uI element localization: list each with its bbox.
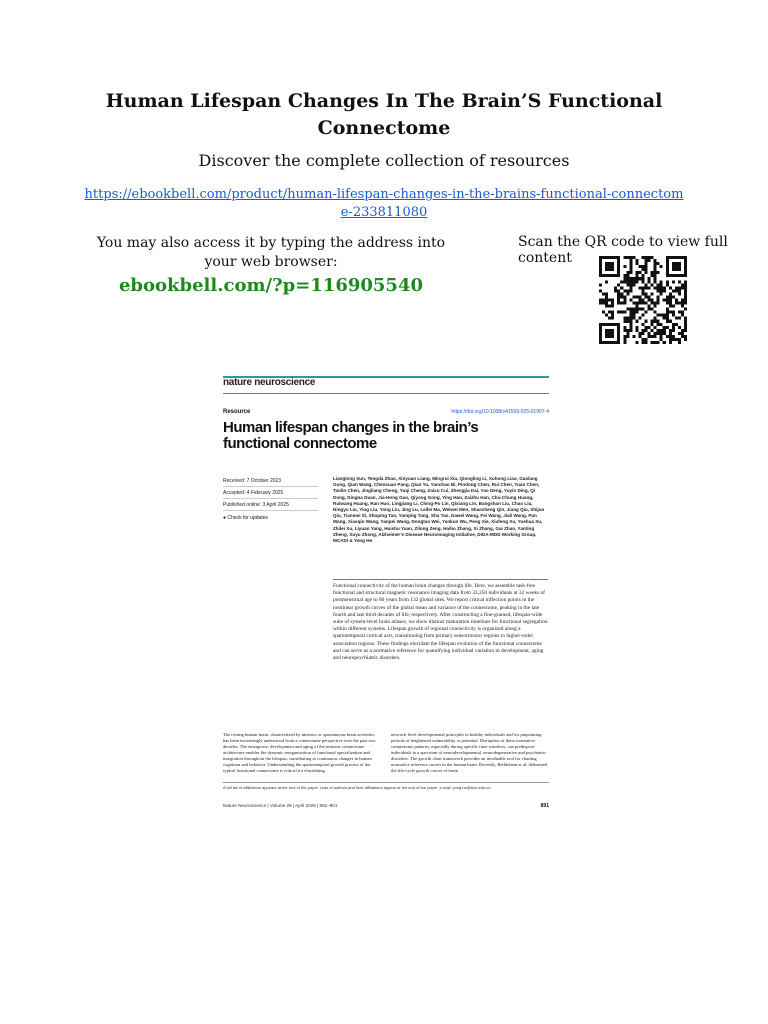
body-column-left: The resting human brain, characterized by intrinsic or spontaneous brain activities, has been increasingly understood from a connectome perspective over the past two decades. The emergence, development and aging of the intrinsic connectome architecture enables the dynamic reorganization of functional specialization and integration throughout the lifespan, contributing to continuous changes in human cognition and behavior. Understanding the spatiotemporal growth process of the typical functional connectome is critical for elucidating xyxy=(223,732,376,773)
author-list: Lianglong Sun, Tengda Zhao, Xinyuan Liang, Mingrui Xia, Qiongling Li, Xuhong Liao, Gaolang Gong, Qian Wang, Chenxuan Pang, Qian Yu, Yanchao Bi, Pindong Chen, Rui Chen, Yuan Chen, Taolin Chen, Jingliang Cheng, Yuqi Cheng, Zaixu Cui, Zhengjia Dai, Yao Deng, Yuyin Ding, Qi Dong, Dingna Duan, Jia-Hong Gao, Qiyong Gong, Ying Han, Zaizhu Han, Chu-Chung Huang, Ruiwang Huang, Ran Huo, Lingjiang Li, Ching-Po Lin, Qixiang Lin, Bangshan Liu, Chao Liu, Ningyu Liu, Ying Liu, Yong Liu, Jing Lu, Leilei Ma, Weiwei Men, Shaozheng Qin, Jiang Qiu, Shijun Qiu, Tianmei Si, Shuping Tan, Yanqing Tang, Sha Tao, Dawei Wang, Fei Wang, Jiali Wang, Pan Wang, Xiaoqin Wang, Yanpei Wang, Dongtao Wei, Yankun Wu, Peng Xie, Xiufeng Xu, Yuehua Xu, Zhilei Xu, Liyuan Yang, Huishu Yuan, Zilong Zeng, Haibo Zhang, Xi Zhang, Gai Zhao, Yanting Zheng, Suyu Zhong, Alzheimer’s Disease Neuroimaging Initiative, DIDA-MDD Working Group, MCADI & Yong He xyxy=(333,476,545,544)
article-title: Human lifespan changes in the brain’s functional connectome xyxy=(223,419,479,452)
qr-code-icon[interactable] xyxy=(599,256,687,344)
divider xyxy=(223,510,318,511)
divider xyxy=(223,498,318,499)
abstract: Functional connectivity of the human brain changes through life. Here, we assemble task-free functional and structural magnetic resonance imaging data from 33,250 individuals at 32 weeks of postmenstrual age to 80 years from 132 global sites. We report critical inflection points in the nonlinear growth curves of the global mean and variance of the connectome, peaking in the late fourth and late third decades of life, respectively. After constructing a fine-grained, lifespan-wide suite of system-level brain atlases, we show distinct maturation timelines for functional segregation within different systems. Lifespan growth of regional connectivity is organized along a spatiotemporal cortical axis, transitioning from primary sensorimotor regions to higher-order association regions. These findings elucidate the lifespan evolution of the functional connectome and can serve as a normative reference for quantifying individual variation in development, aging and neuropsychiatric disorders. xyxy=(333,583,548,662)
page-number: 891 xyxy=(540,803,549,809)
article-type: Resource xyxy=(223,409,251,415)
qr-label: Scan the QR code to view full content xyxy=(518,234,728,266)
received-date: Received: 7 October 2023 xyxy=(223,478,282,484)
footnote: A full list of affiliations appears at the end of the paper. Lists of authors and their affiliations appear at the end of the paper. e-mail: yong.he@bnu.edu.cn xyxy=(223,785,491,790)
access-instructions: You may also access it by typing the address into your web browser: xyxy=(96,235,446,270)
paper-preview xyxy=(214,366,557,816)
subtitle: Discover the complete collection of resources xyxy=(198,151,570,170)
check-updates-label: Check for updates xyxy=(227,515,269,521)
divider xyxy=(223,782,549,783)
accepted-date: Accepted: 4 February 2025 xyxy=(223,490,284,496)
divider xyxy=(223,486,318,487)
product-link[interactable]: https://ebookbell.com/product/human-lifespan-changes-in-the-brains-functional-connectome-233811080 xyxy=(84,187,684,220)
body-column-right: network-level developmental principles in healthy individuals and for pinpointing periods of heightened vulnerability or potential. Disruption of these normative connectome patterns, especially during specific time windows, can predispose individuals to a spectrum of neurodevelopmental, neurodegenerative and psychiatric disorders. The growth chart framework provides an invaluable tool for charting normative reference curves in the human brain. Recently, Bethlehem et al. delineated the life-cycle growth curves of brain xyxy=(391,732,548,773)
journal-name: nature neuroscience xyxy=(223,377,316,388)
divider xyxy=(333,579,548,580)
published-date: Published online: 3 April 2025 xyxy=(223,502,289,508)
check-updates xyxy=(223,515,268,521)
divider xyxy=(223,393,549,394)
doi-link: https://doi.org/10.1038/s41593-025-01907-4 xyxy=(451,409,549,415)
short-url[interactable]: ebookbell.com/?p=116905540 xyxy=(118,275,424,296)
journal-footer: Nature Neuroscience | Volume 28 | April 2025 | 891–901 xyxy=(223,803,338,808)
page-title: Human Lifespan Changes In The Brain’S Functional Connectome xyxy=(105,90,663,139)
check-icon: ● xyxy=(223,515,228,521)
